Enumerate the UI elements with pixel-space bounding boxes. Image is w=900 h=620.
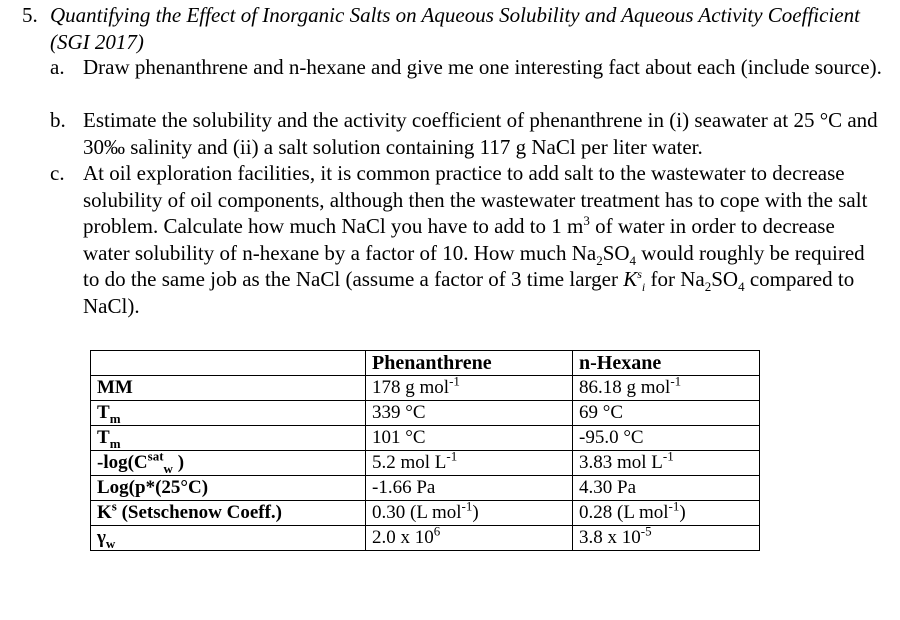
question-number: 5.	[22, 3, 38, 27]
header-blank	[91, 351, 366, 376]
setschenow-symbol	[623, 267, 646, 295]
properties-table	[90, 350, 760, 551]
phenanthrene-value-cell	[366, 373, 573, 401]
row-label: Log(p*(25°C)	[97, 477, 209, 498]
row-label-cell	[91, 426, 366, 451]
cell-value-sup: -1	[449, 373, 460, 389]
n-hexane-value-cell	[573, 523, 760, 551]
phenanthrene-value-cell	[366, 523, 573, 551]
part-a-text: Draw phenanthrene and n-hexane and give me one interesting fact about each (include source).	[83, 55, 882, 79]
ks-sup: s	[637, 267, 642, 281]
row-label-cell	[91, 498, 366, 526]
table-row	[91, 526, 760, 551]
part-c-text-4: would roughly be required to do the same job as the NaCl (assume a factor of 3 time larger	[83, 240, 865, 291]
part-a-letter: a.	[50, 55, 65, 79]
row-label: MM	[97, 377, 133, 398]
cell-value: -1.66 Pa	[372, 477, 436, 498]
table-row	[91, 476, 760, 501]
part-c-text-5: for Na	[645, 267, 705, 291]
part-c-text	[83, 160, 883, 319]
row-label: -log(C	[97, 452, 148, 473]
row-label-cell	[91, 376, 366, 401]
phenanthrene-value-cell	[366, 448, 573, 476]
row-label-sub: w	[105, 535, 116, 551]
part-c-text-2: of water in order to decrease water solubility of n-hexane by a factor of 10. How much Na	[83, 214, 835, 265]
n-hexane-value-cell	[573, 401, 760, 426]
row-label-sub: m	[109, 435, 121, 451]
question-title: Quantifying the Effect of Inorganic Salts on Aqueous Solubility and Aqueous Activity Coefficient (SGI 2017)	[50, 3, 860, 54]
part-c-letter: c.	[50, 161, 65, 185]
row-label: T	[97, 427, 110, 448]
cell-value-tail: )	[679, 502, 686, 523]
table-row	[91, 426, 760, 451]
part-c-text-1: At oil exploration facilities, it is common practice to add salt to the wastewater to decrease solubility of oil components, although then the wastewater treatment has to cope with the salt problem. Calculate how much NaCl you have to add to 1 m	[83, 161, 868, 238]
cell-value: 3.83 mol L	[579, 452, 663, 473]
row-label-cell	[91, 401, 366, 426]
row-label-tail: )	[172, 452, 185, 473]
cell-value-sup: -1	[461, 498, 473, 514]
cell-value-tail: )	[472, 502, 479, 523]
ks-sub: i	[641, 280, 646, 295]
table-row	[91, 501, 760, 526]
n-hexane-value-cell	[573, 476, 760, 501]
row-label-cell	[91, 476, 366, 501]
n-hexane-value-cell	[573, 373, 760, 401]
table-header-row	[91, 351, 760, 376]
phenanthrene-value-cell	[366, 401, 573, 426]
cell-value-sup: -1	[670, 373, 682, 389]
cell-value: 3.8 x 10	[579, 527, 641, 548]
cell-value: 86.18 g mol	[579, 377, 671, 398]
table-body	[91, 373, 760, 551]
n-hexane-value-cell	[573, 426, 760, 451]
ks-letter: K	[623, 267, 638, 291]
header-n-hexane: n-Hexane	[573, 351, 760, 376]
part-b-text: Estimate the solubility and the activity coefficient of phenanthrene in (i) seawater at 25 °C and 30‰ salinity and (ii) a salt solution containing 117 g NaCl per liter water.	[83, 108, 878, 159]
row-label-tail: (Setschenow Coeff.)	[116, 502, 282, 523]
row-label-sub: w	[163, 460, 173, 476]
row-label-cell	[91, 448, 366, 476]
cell-value-sup: -1	[446, 448, 458, 464]
cell-value: 0.30 (L mol	[372, 502, 462, 523]
cell-value: -95.0 °C	[579, 427, 644, 448]
part-c-text-6: SO	[711, 267, 739, 291]
cell-value: 69 °C	[579, 402, 624, 423]
part-c-so4-sub-2: 4	[738, 279, 745, 295]
part-c-text-3: SO	[602, 240, 630, 265]
cell-value: 339 °C	[372, 402, 426, 423]
table-row	[91, 376, 760, 401]
row-label: K	[97, 502, 112, 523]
row-label-sup: s	[111, 498, 117, 514]
cell-value: 5.2 mol L	[372, 452, 447, 473]
row-label-sup: sat	[147, 448, 164, 464]
phenanthrene-value-cell	[366, 498, 573, 526]
part-c-text-7: compared to NaCl).	[83, 267, 855, 318]
part-b-letter: b.	[50, 108, 66, 132]
cell-value-sup: 6	[433, 523, 441, 539]
cell-value-sup: -1	[662, 448, 674, 464]
phenanthrene-value-cell	[366, 476, 573, 501]
table-row	[91, 401, 760, 426]
part-c-na2-sub-2: 2	[704, 279, 712, 295]
row-label: T	[97, 402, 110, 423]
cell-value: 0.28 (L mol	[579, 502, 669, 523]
cell-value-sup: -5	[640, 523, 652, 539]
cell-value: 101 °C	[372, 427, 426, 448]
part-c-cube-sup: 3	[583, 213, 590, 228]
n-hexane-value-cell	[573, 448, 760, 476]
cell-value: 178 g mol	[372, 377, 450, 398]
phenanthrene-value-cell	[366, 426, 573, 451]
header-phenanthrene: Phenanthrene	[366, 351, 573, 376]
n-hexane-value-cell	[573, 498, 760, 526]
cell-value: 4.30 Pa	[579, 477, 636, 498]
cell-value: 2.0 x 10	[372, 527, 434, 548]
table-row	[91, 451, 760, 476]
row-label-sub: m	[109, 410, 121, 426]
row-label: γ	[97, 527, 106, 548]
part-c-na2-sub: 2	[596, 252, 603, 268]
part-c-so4-sub: 4	[629, 252, 637, 268]
row-label-cell	[91, 526, 366, 551]
cell-value-sup: -1	[668, 498, 680, 514]
